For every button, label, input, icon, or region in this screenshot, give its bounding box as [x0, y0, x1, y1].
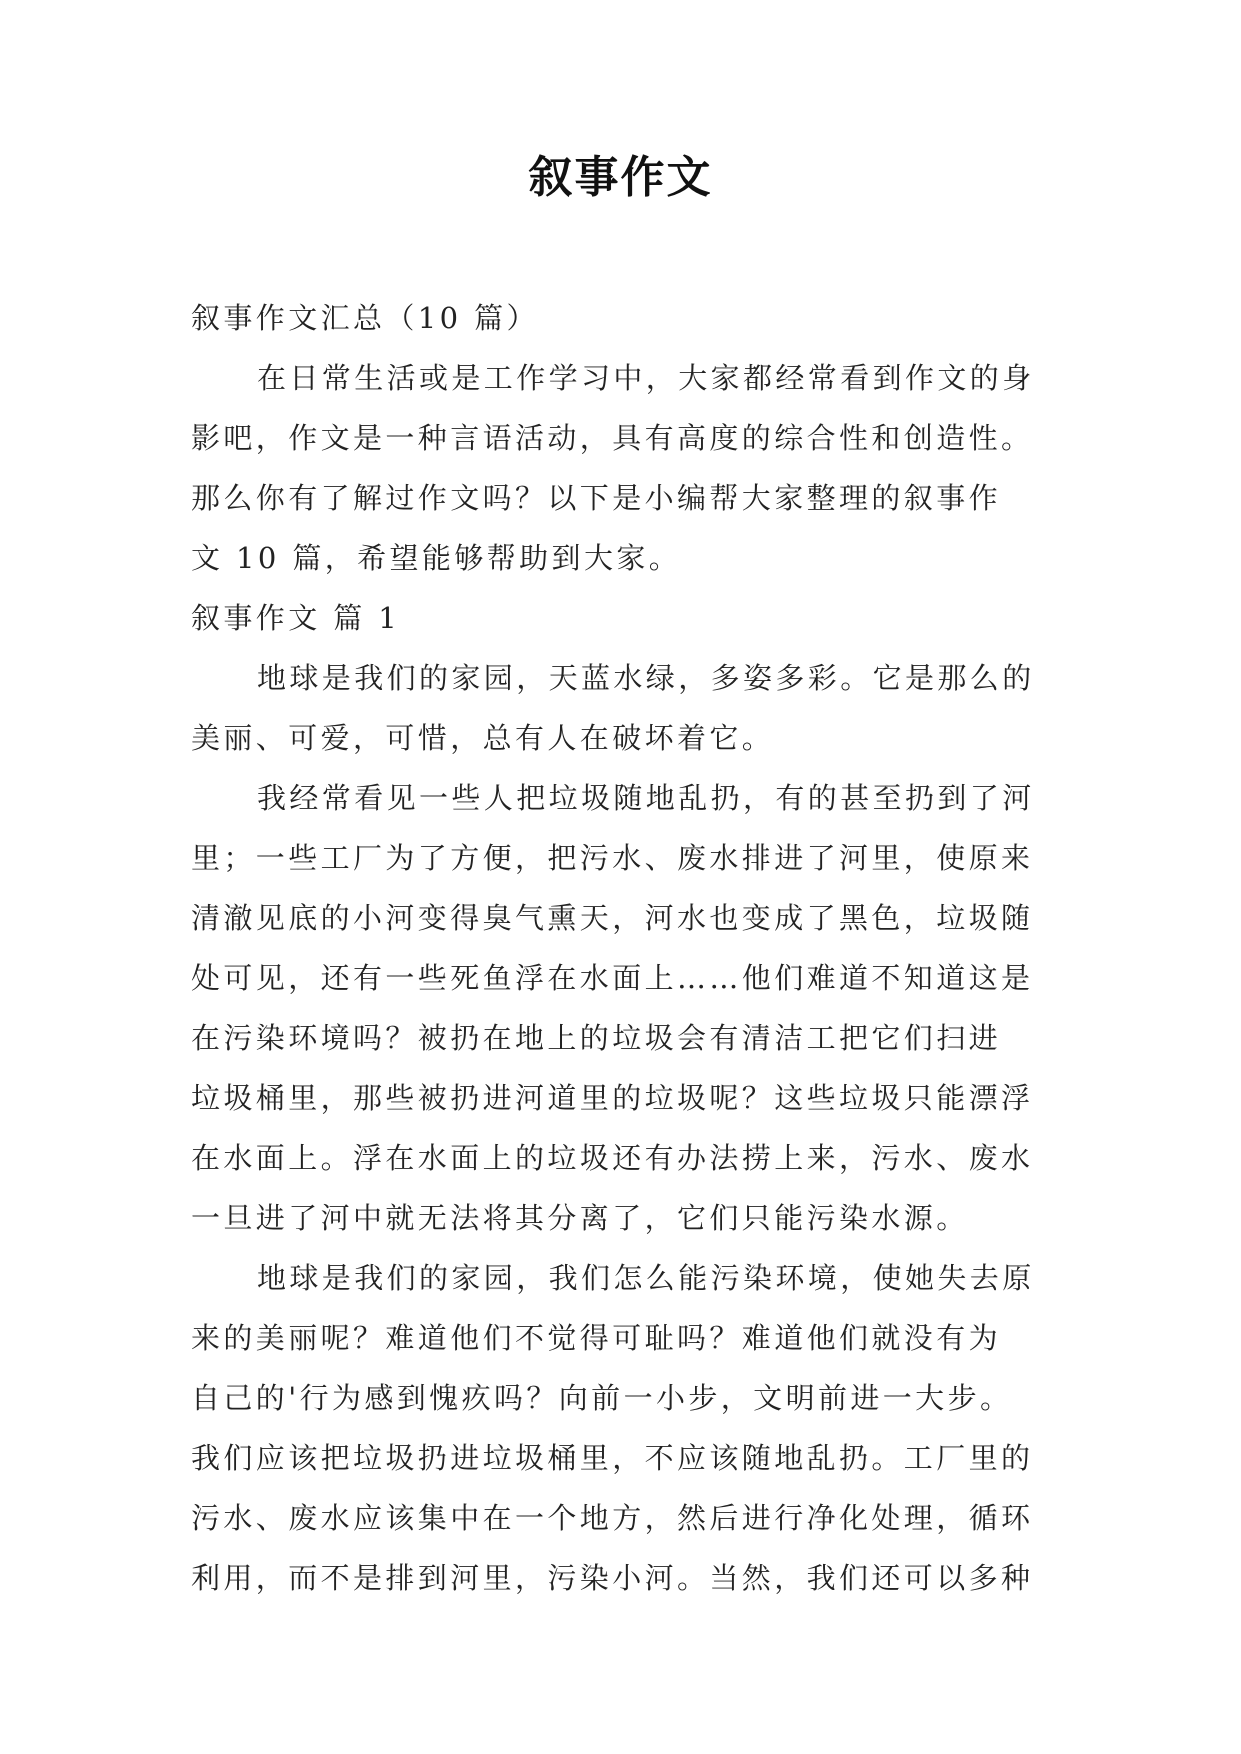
text-line: 在日常生活或是工作学习中，大家都经常看到作文的身: [257, 361, 1035, 395]
document-title: 叙事作文: [528, 152, 713, 203]
text-line: 地球是我们的家园，我们怎么能污染环境，使她失去原: [257, 1261, 1035, 1295]
text-line: 我们应该把垃圾扔进垃圾桶里，不应该随地乱扔。工厂里的: [191, 1441, 1034, 1475]
text-line: 处可见，还有一些死鱼浮在水面上……他们难道不知道这是: [191, 961, 1034, 995]
text-line: 我经常看见一些人把垃圾随地乱扔，有的甚至扔到了河: [257, 781, 1035, 815]
text-line: 影吧，作文是一种言语活动，具有高度的综合性和创造性。: [191, 421, 1034, 455]
text-line: 里；一些工厂为了方便，把污水、废水排进了河里，使原来: [191, 841, 1034, 875]
text-line: 在水面上。浮在水面上的垃圾还有办法捞上来，污水、废水: [191, 1141, 1034, 1175]
text-line: 清澈见底的小河变得臭气熏天，河水也变成了黑色，垃圾随: [191, 901, 1034, 935]
text-line: 那么你有了解过作文吗？以下是小编帮大家整理的叙事作: [191, 481, 1002, 515]
text-line: 来的美丽呢？难道他们不觉得可耻吗？难道他们就没有为: [191, 1321, 1002, 1355]
text-line: 美丽、可爱，可惜，总有人在破坏着它。: [191, 721, 775, 755]
document-body: [191, 288, 1051, 1608]
text-line: 文 10 篇，希望能够帮助到大家。: [191, 541, 682, 575]
text-line: 污水、废水应该集中在一个地方，然后进行净化处理，循环: [191, 1501, 1034, 1535]
text-line: 地球是我们的家园，天蓝水绿，多姿多彩。它是那么的: [257, 661, 1035, 695]
text-line: 在污染环境吗？被扔在地上的垃圾会有清洁工把它们扫进: [191, 1021, 1002, 1055]
section-heading: 叙事作文 篇 1: [191, 601, 401, 635]
text-line: 垃圾桶里，那些被扔进河道里的垃圾呢？这些垃圾只能漂浮: [191, 1081, 1034, 1115]
text-line: 利用，而不是排到河里，污染小河。当然，我们还可以多种: [191, 1561, 1034, 1595]
text-line: 一旦进了河中就无法将其分离了，它们只能污染水源。: [191, 1201, 969, 1235]
text-line: 自己的'行为感到愧疚吗？向前一小步，文明前进一大步。: [191, 1381, 1013, 1415]
text-line: 叙事作文汇总（10 篇）: [191, 301, 539, 335]
